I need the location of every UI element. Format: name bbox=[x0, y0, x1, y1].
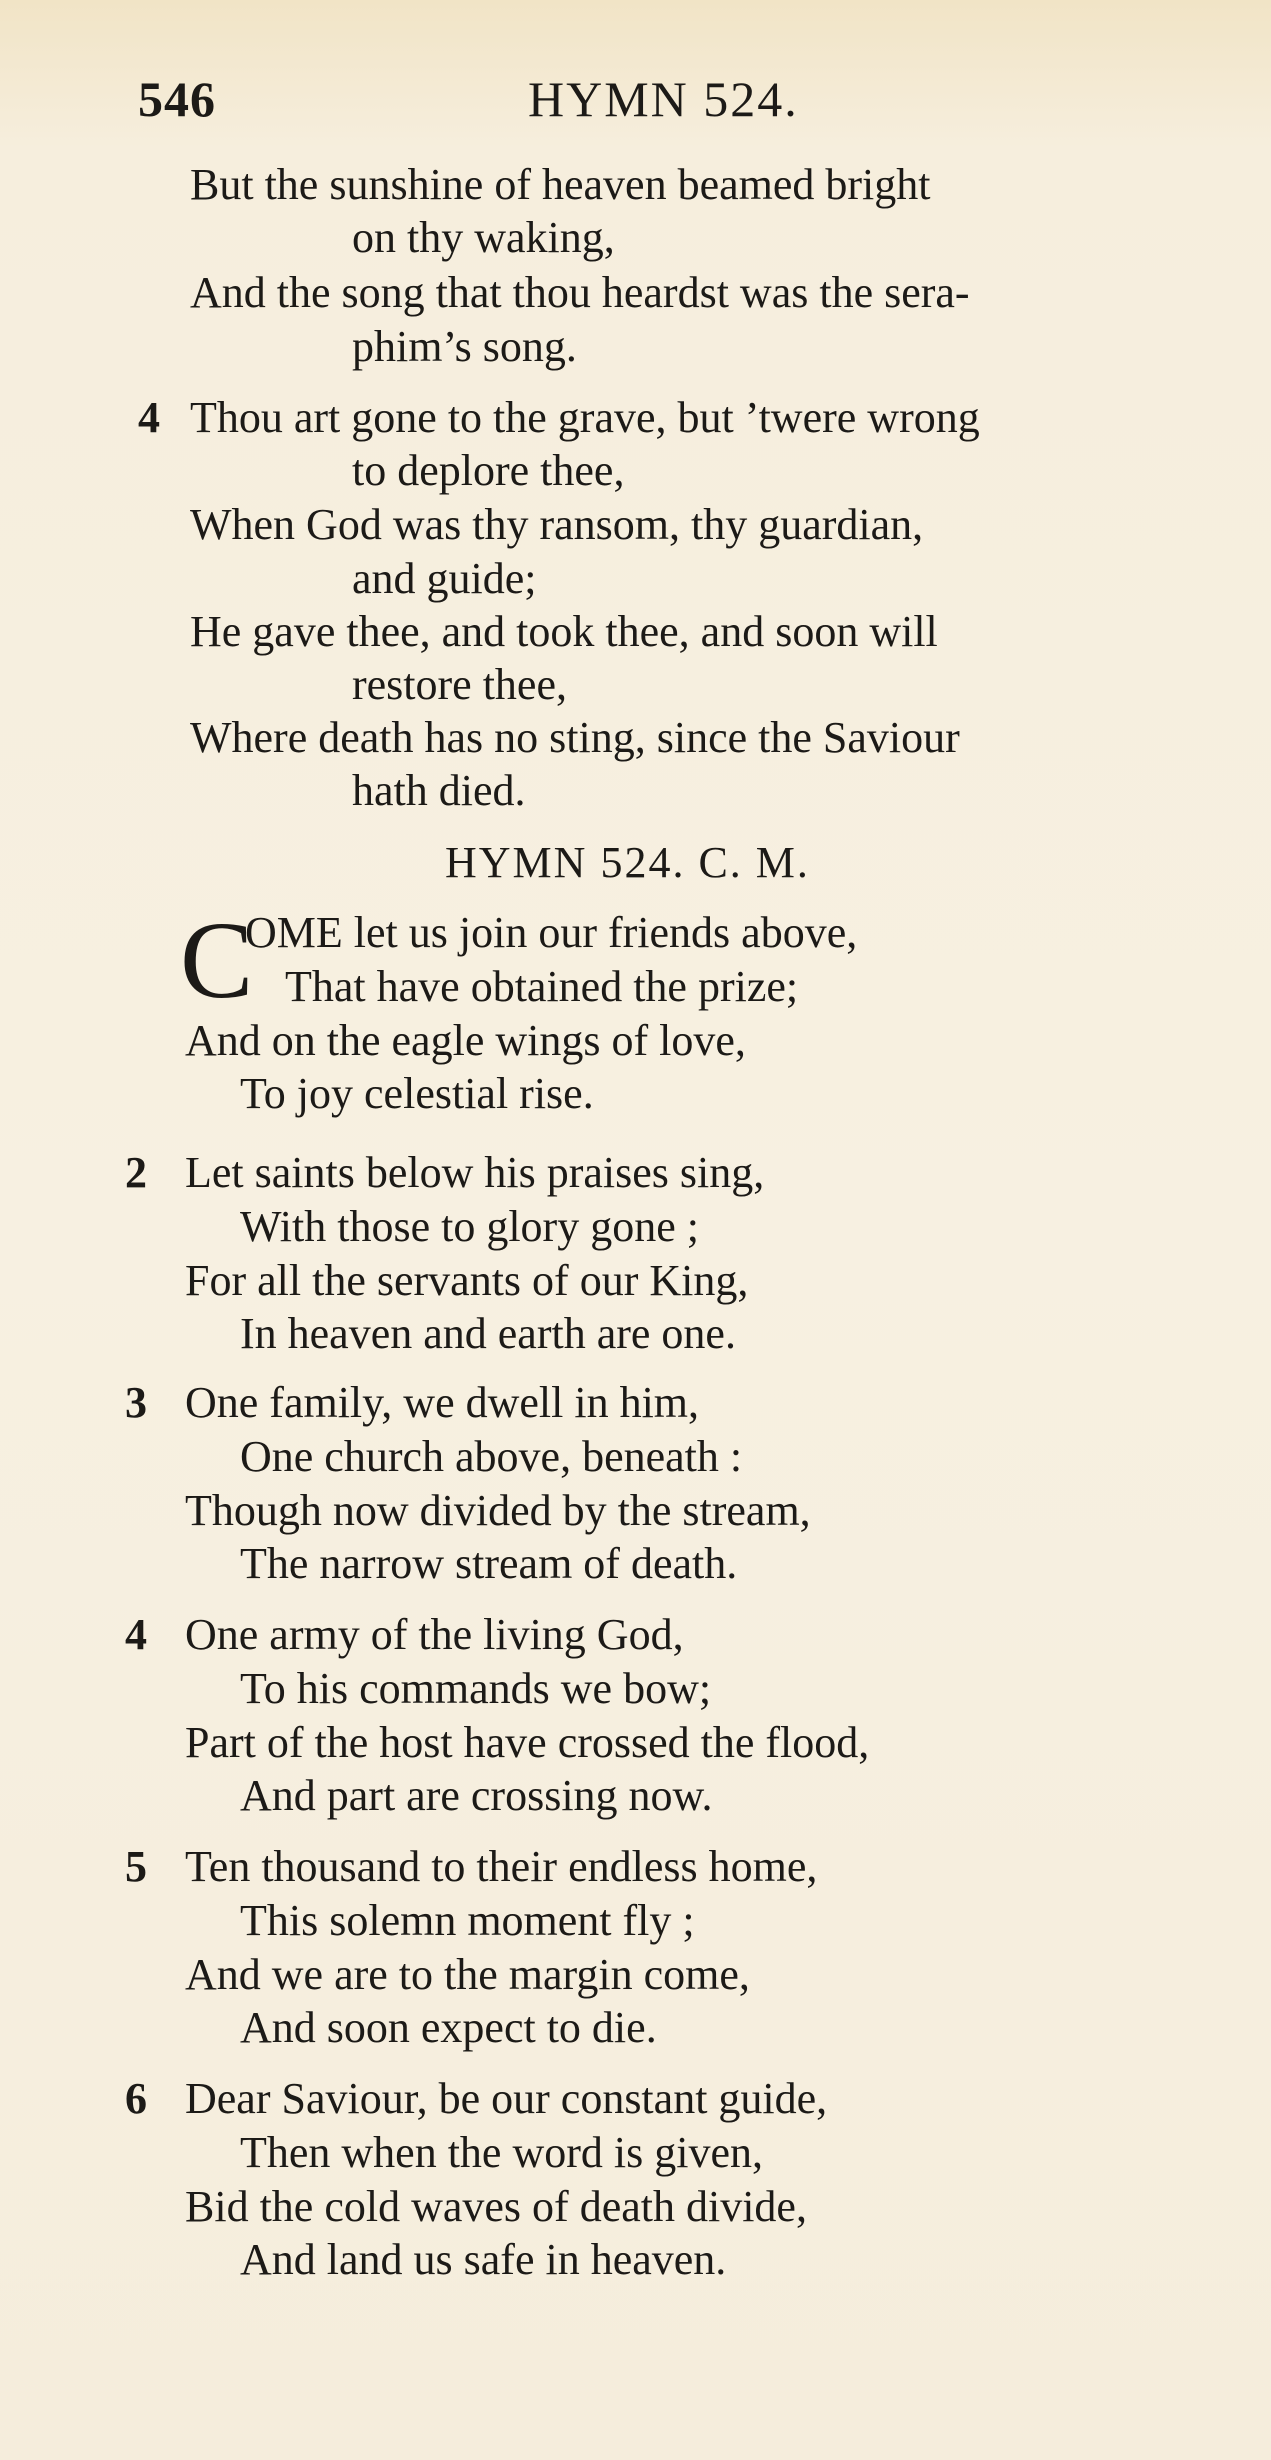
stanza-number-3: 3 bbox=[125, 1378, 147, 1427]
s3-line-3: Though now divided by the stream, bbox=[185, 1486, 811, 1535]
s4-line-1: One army of the living God, bbox=[185, 1610, 684, 1659]
stanza-number-6: 6 bbox=[125, 2074, 147, 2123]
prev-s4-line-4: and guide; bbox=[352, 554, 537, 603]
s2-line-2: With those to glory gone ; bbox=[240, 1202, 699, 1251]
s6-line-1: Dear Saviour, be our constant guide, bbox=[185, 2074, 828, 2123]
prev-line-3: And the song that thou heardst was the sera- bbox=[190, 268, 970, 317]
s2-line-4: In heaven and earth are one. bbox=[240, 1309, 736, 1358]
s3-line-1: One family, we dwell in him, bbox=[185, 1378, 700, 1427]
prev-line-1: But the sunshine of heaven beamed bright bbox=[190, 160, 931, 209]
prev-s4-line-3: When God was thy ransom, thy guardian, bbox=[190, 500, 924, 549]
s1-line-4: To joy celestial rise. bbox=[240, 1069, 594, 1118]
s1-line-2: That have obtained the prize; bbox=[285, 962, 799, 1011]
s5-line-1: Ten thousand to their endless home, bbox=[185, 1842, 818, 1891]
s6-line-4: And land us safe in heaven. bbox=[240, 2235, 727, 2284]
s5-line-3: And we are to the margin come, bbox=[185, 1950, 750, 1999]
page-header bbox=[138, 70, 1038, 140]
s2-line-1: Let saints below his praises sing, bbox=[185, 1148, 765, 1197]
s4-line-4: And part are crossing now. bbox=[240, 1771, 713, 1820]
s5-line-4: And soon expect to die. bbox=[240, 2003, 657, 2052]
prev-s4-line-7: Where death has no sting, since the Saviour bbox=[190, 713, 960, 762]
s5-line-2: This solemn moment fly ; bbox=[240, 1896, 695, 1945]
s4-line-3: Part of the host have crossed the flood, bbox=[185, 1718, 870, 1767]
hymn-title: HYMN 524. C. M. bbox=[445, 838, 810, 887]
stanza-number-5: 5 bbox=[125, 1842, 147, 1891]
prev-s4-line-1: Thou art gone to the grave, but ’twere wrong bbox=[190, 393, 980, 442]
prev-s4-line-2: to deplore thee, bbox=[352, 446, 625, 495]
prev-line-2: on thy waking, bbox=[352, 213, 615, 262]
s2-line-3: For all the servants of our King, bbox=[185, 1256, 749, 1305]
drop-cap: C bbox=[180, 899, 254, 1021]
stanza-number-prev-4: 4 bbox=[138, 393, 160, 442]
prev-line-4: phim’s song. bbox=[352, 322, 577, 371]
prev-s4-line-8: hath died. bbox=[352, 766, 526, 815]
prev-s4-line-6: restore thee, bbox=[352, 660, 567, 709]
page-number: 546 bbox=[138, 71, 216, 127]
s1-line-3: And on the eagle wings of love, bbox=[185, 1016, 746, 1065]
s3-line-2: One church above, beneath : bbox=[240, 1432, 743, 1481]
s6-line-2: Then when the word is given, bbox=[240, 2128, 763, 2177]
s3-line-4: The narrow stream of death. bbox=[240, 1539, 738, 1588]
running-head: HYMN 524. bbox=[528, 71, 799, 127]
stanza-number-2: 2 bbox=[125, 1148, 147, 1197]
s6-line-3: Bid the cold waves of death divide, bbox=[185, 2182, 807, 2231]
prev-s4-line-5: He gave thee, and took thee, and soon will bbox=[190, 607, 938, 656]
s1-line-1: OME let us join our friends above, bbox=[245, 908, 858, 957]
s4-line-2: To his commands we bow; bbox=[240, 1664, 712, 1713]
stanza-number-4: 4 bbox=[125, 1610, 147, 1659]
